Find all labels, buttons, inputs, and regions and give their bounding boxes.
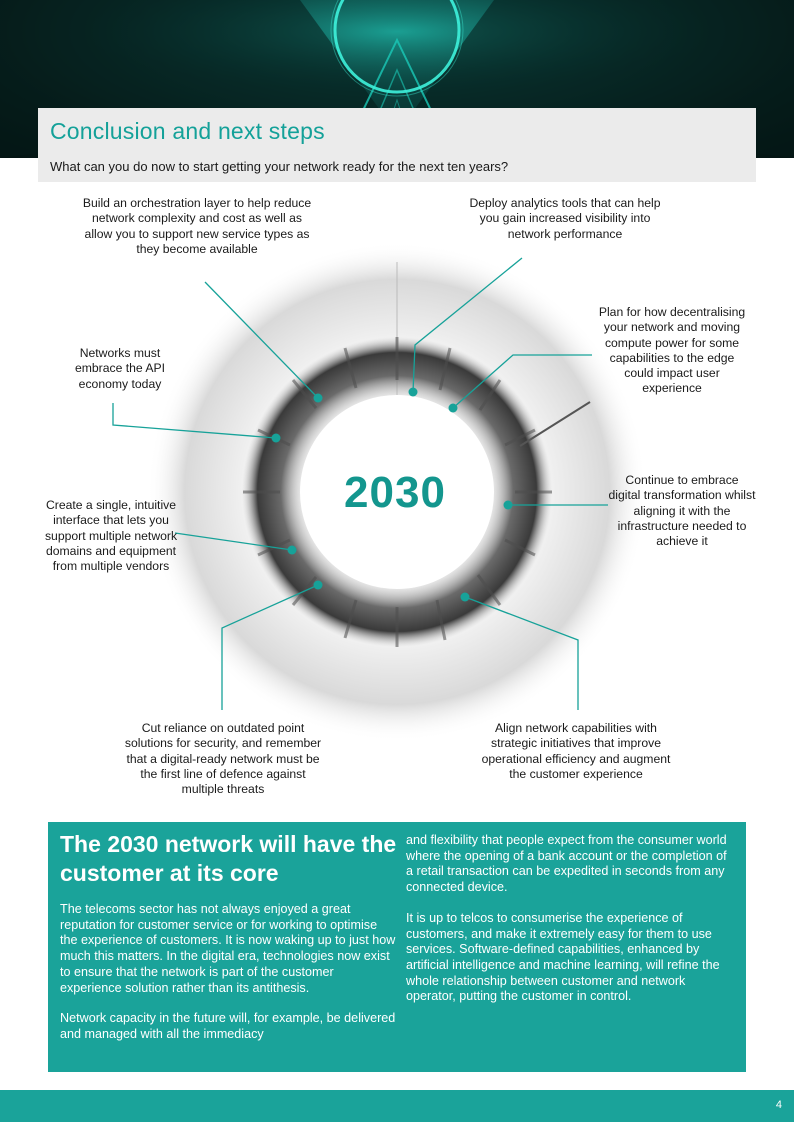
panel-paragraph: The telecoms sector has not always enjoyed a great reputation for customer service or for working to optimise the experience of customers. It is now waking up to just how much this matters. In the digital era, technologies now exist to ensure that the network is part of the customer experience solution rather than its antithesis. bbox=[60, 902, 396, 995]
callout-strategy: Align network capabilities with strategic initiatives that improve operational efficiency and augment the customer experience bbox=[481, 721, 671, 781]
callout-digital: Continue to embrace digital transformation whilst aligning it with the infrastructure needed to achieve it bbox=[608, 473, 756, 549]
panel-paragraph: Network capacity in the future will, for example, be delivered and managed with all the immediacy bbox=[60, 1011, 396, 1041]
panel-paragraph: It is up to telcos to consumerise the experience of customers, and make it extremely easy for them to use services. Software-defined capabilities, enhanced by artificial intelligence and machine learning, will refine the whole relationship between customer and network operator, putting the customer in control. bbox=[406, 910, 720, 1004]
panel-paragraph: and flexibility that people expect from the consumer world where the opening of a bank account or the completion of a retail transaction can be expedited in seconds from any connected device. bbox=[406, 833, 727, 895]
callout-security: Cut reliance on outdated point solutions for security, and remember that a digital-ready network must be the first line of defence against multiple threats bbox=[124, 721, 322, 797]
page-title: Conclusion and next steps bbox=[50, 118, 325, 144]
year-label: 2030 bbox=[344, 468, 446, 517]
page-number: 4 bbox=[775, 1099, 782, 1111]
callout-edge: Plan for how decentralising your network and moving compute power for some capabilities to the edge could impact user experience bbox=[598, 305, 746, 396]
callout-interface: Create a single, intuitive interface that lets you support multiple network domains and equipment from multiple vendors bbox=[44, 498, 178, 574]
panel-heading: The 2030 network will have the customer at its core bbox=[60, 831, 397, 886]
callout-orchestration: Build an orchestration layer to help reduce network complexity and cost as well as allow you to support new service types as they become available bbox=[82, 196, 312, 256]
panel-column-right bbox=[406, 833, 736, 1020]
customer-core-panel bbox=[48, 822, 746, 1072]
page-subtitle: What can you do now to start getting your network ready for the next ten years? bbox=[50, 159, 509, 174]
callout-api: Networks must embrace the API economy today bbox=[74, 346, 166, 391]
footer-bar bbox=[0, 1090, 794, 1122]
section-header bbox=[38, 108, 756, 182]
callout-analytics: Deploy analytics tools that can help you gain increased visibility into network performance bbox=[469, 196, 661, 241]
panel-column-left bbox=[60, 902, 398, 1058]
